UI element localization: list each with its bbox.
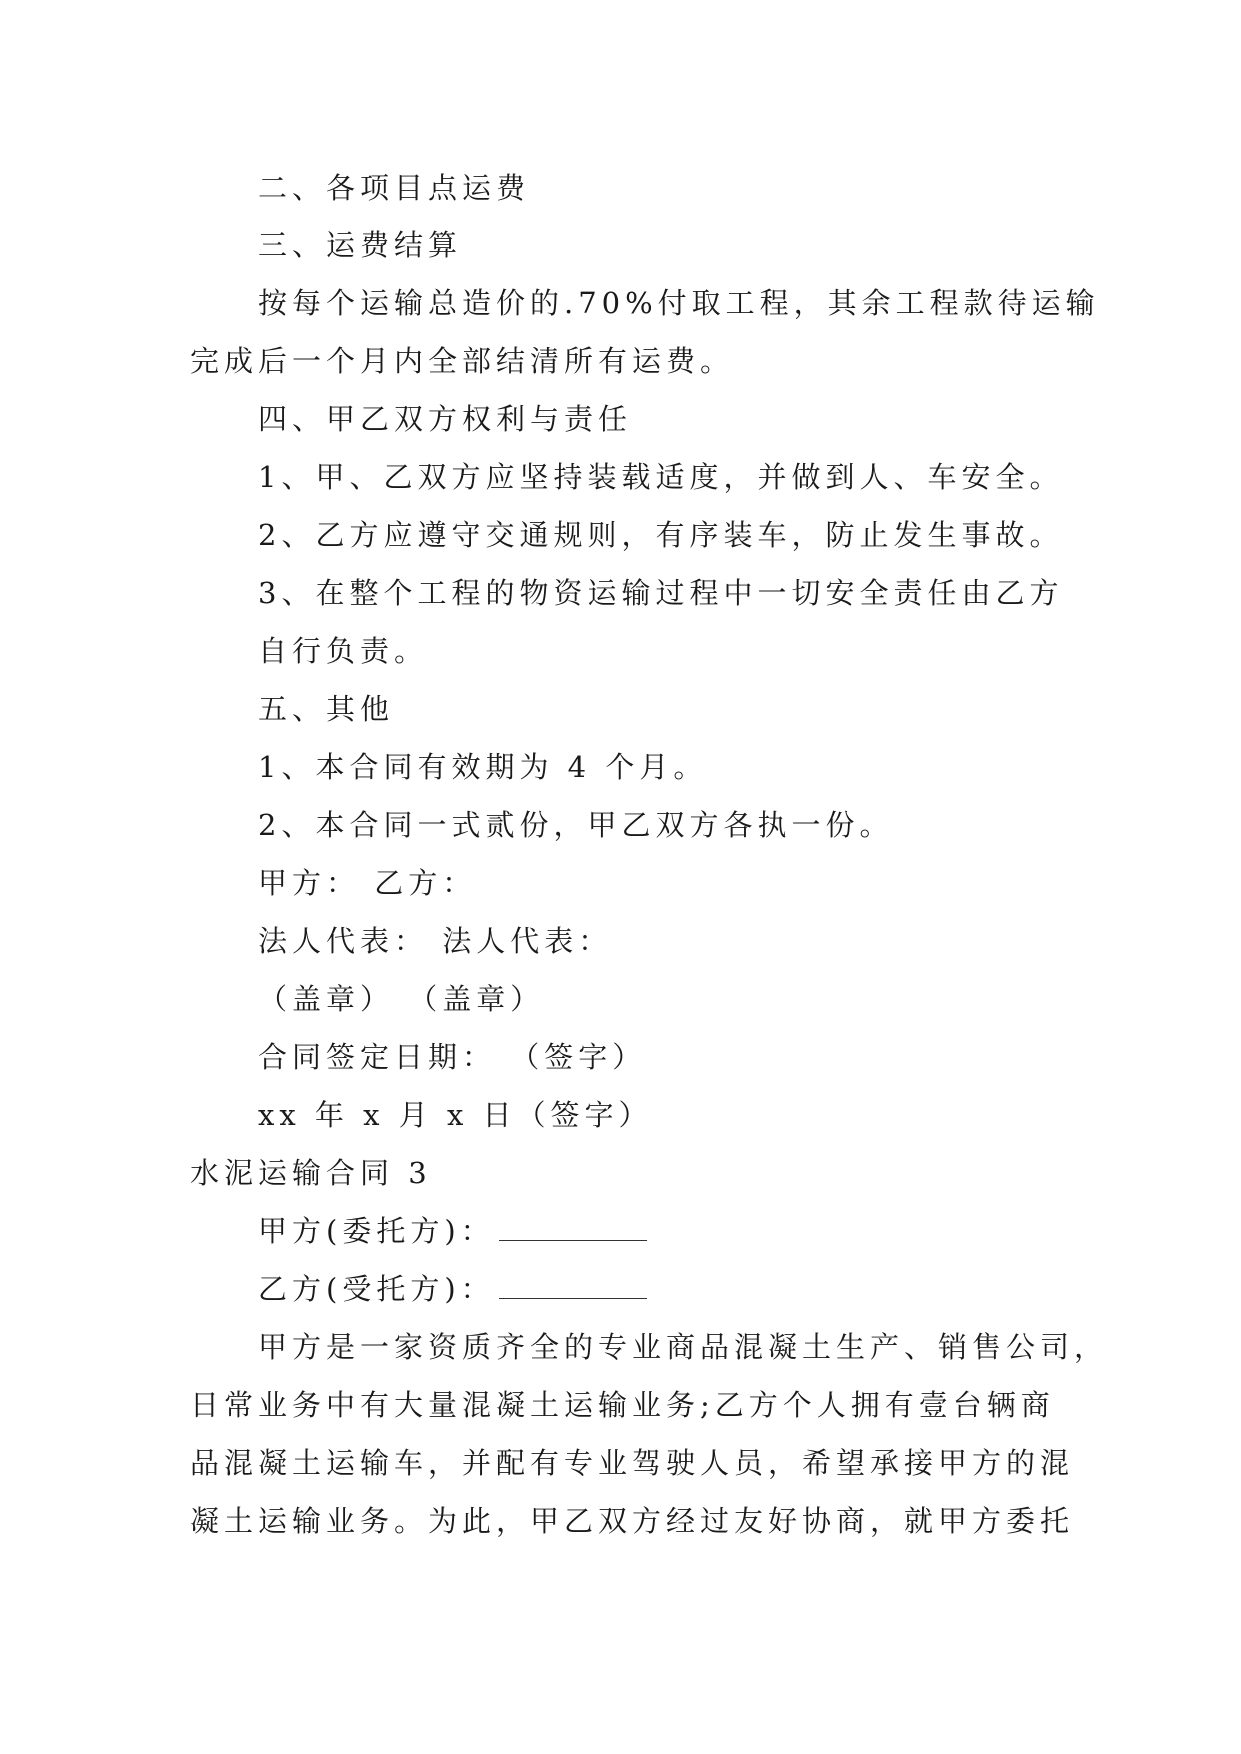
party-a-blank <box>499 1212 647 1241</box>
paragraph-line: 日常业务中有大量混凝土运输业务;乙方个人拥有壹台辆商 <box>190 1388 1055 1422</box>
clause-line: 3、在整个工程的物资运输过程中一切安全责任由乙方 <box>258 576 1064 610</box>
signature-seal: （盖章） （盖章） <box>258 982 545 1016</box>
party-b-blank <box>499 1270 647 1299</box>
paragraph-line: 甲方是一家资质齐全的专业商品混凝土生产、销售公司， <box>258 1330 1109 1364</box>
party-a-label: 甲方(委托方)： <box>258 1214 495 1248</box>
party-b-label: 乙方(受托方)： <box>258 1272 495 1306</box>
section-heading-other: 五、其他 <box>258 692 395 726</box>
paragraph-line: 完成后一个月内全部结清所有运费。 <box>190 344 735 378</box>
section-heading-rights: 四、甲乙双方权利与责任 <box>258 402 633 436</box>
clause-line: 1、本合同有效期为 4 个月。 <box>258 750 708 784</box>
clause-line: 1、甲、乙双方应坚持装载适度，并做到人、车安全。 <box>258 460 1064 494</box>
paragraph-line: 凝土运输业务。为此，甲乙双方经过友好协商，就甲方委托 <box>190 1504 1075 1538</box>
clause-line: 2、本合同一式贰份，甲乙双方各执一份。 <box>258 808 894 842</box>
clause-line: 自行负责。 <box>258 634 429 668</box>
paragraph-line: 按每个运输总造价的.70%付取工程，其余工程款待运输 <box>258 286 1100 320</box>
signature-parties: 甲方： 乙方： <box>258 866 477 900</box>
party-b-line <box>258 1269 647 1309</box>
signature-legal-rep: 法人代表： 法人代表： <box>258 924 613 958</box>
section-heading-settlement: 三、运费结算 <box>258 228 463 262</box>
signature-date-label: 合同签定日期： （签字） <box>258 1040 647 1074</box>
party-a-line <box>258 1211 647 1251</box>
clause-line: 2、乙方应遵守交通规则，有序装车，防止发生事故。 <box>258 518 1064 552</box>
contract-title: 水泥运输合同 3 <box>190 1156 432 1190</box>
paragraph-line: 品混凝土运输车，并配有专业驾驶人员，希望承接甲方的混 <box>190 1446 1075 1480</box>
signature-date: xx 年 x 月 x 日（签字） <box>258 1098 653 1132</box>
section-heading-freight: 二、各项目点运费 <box>258 171 531 205</box>
